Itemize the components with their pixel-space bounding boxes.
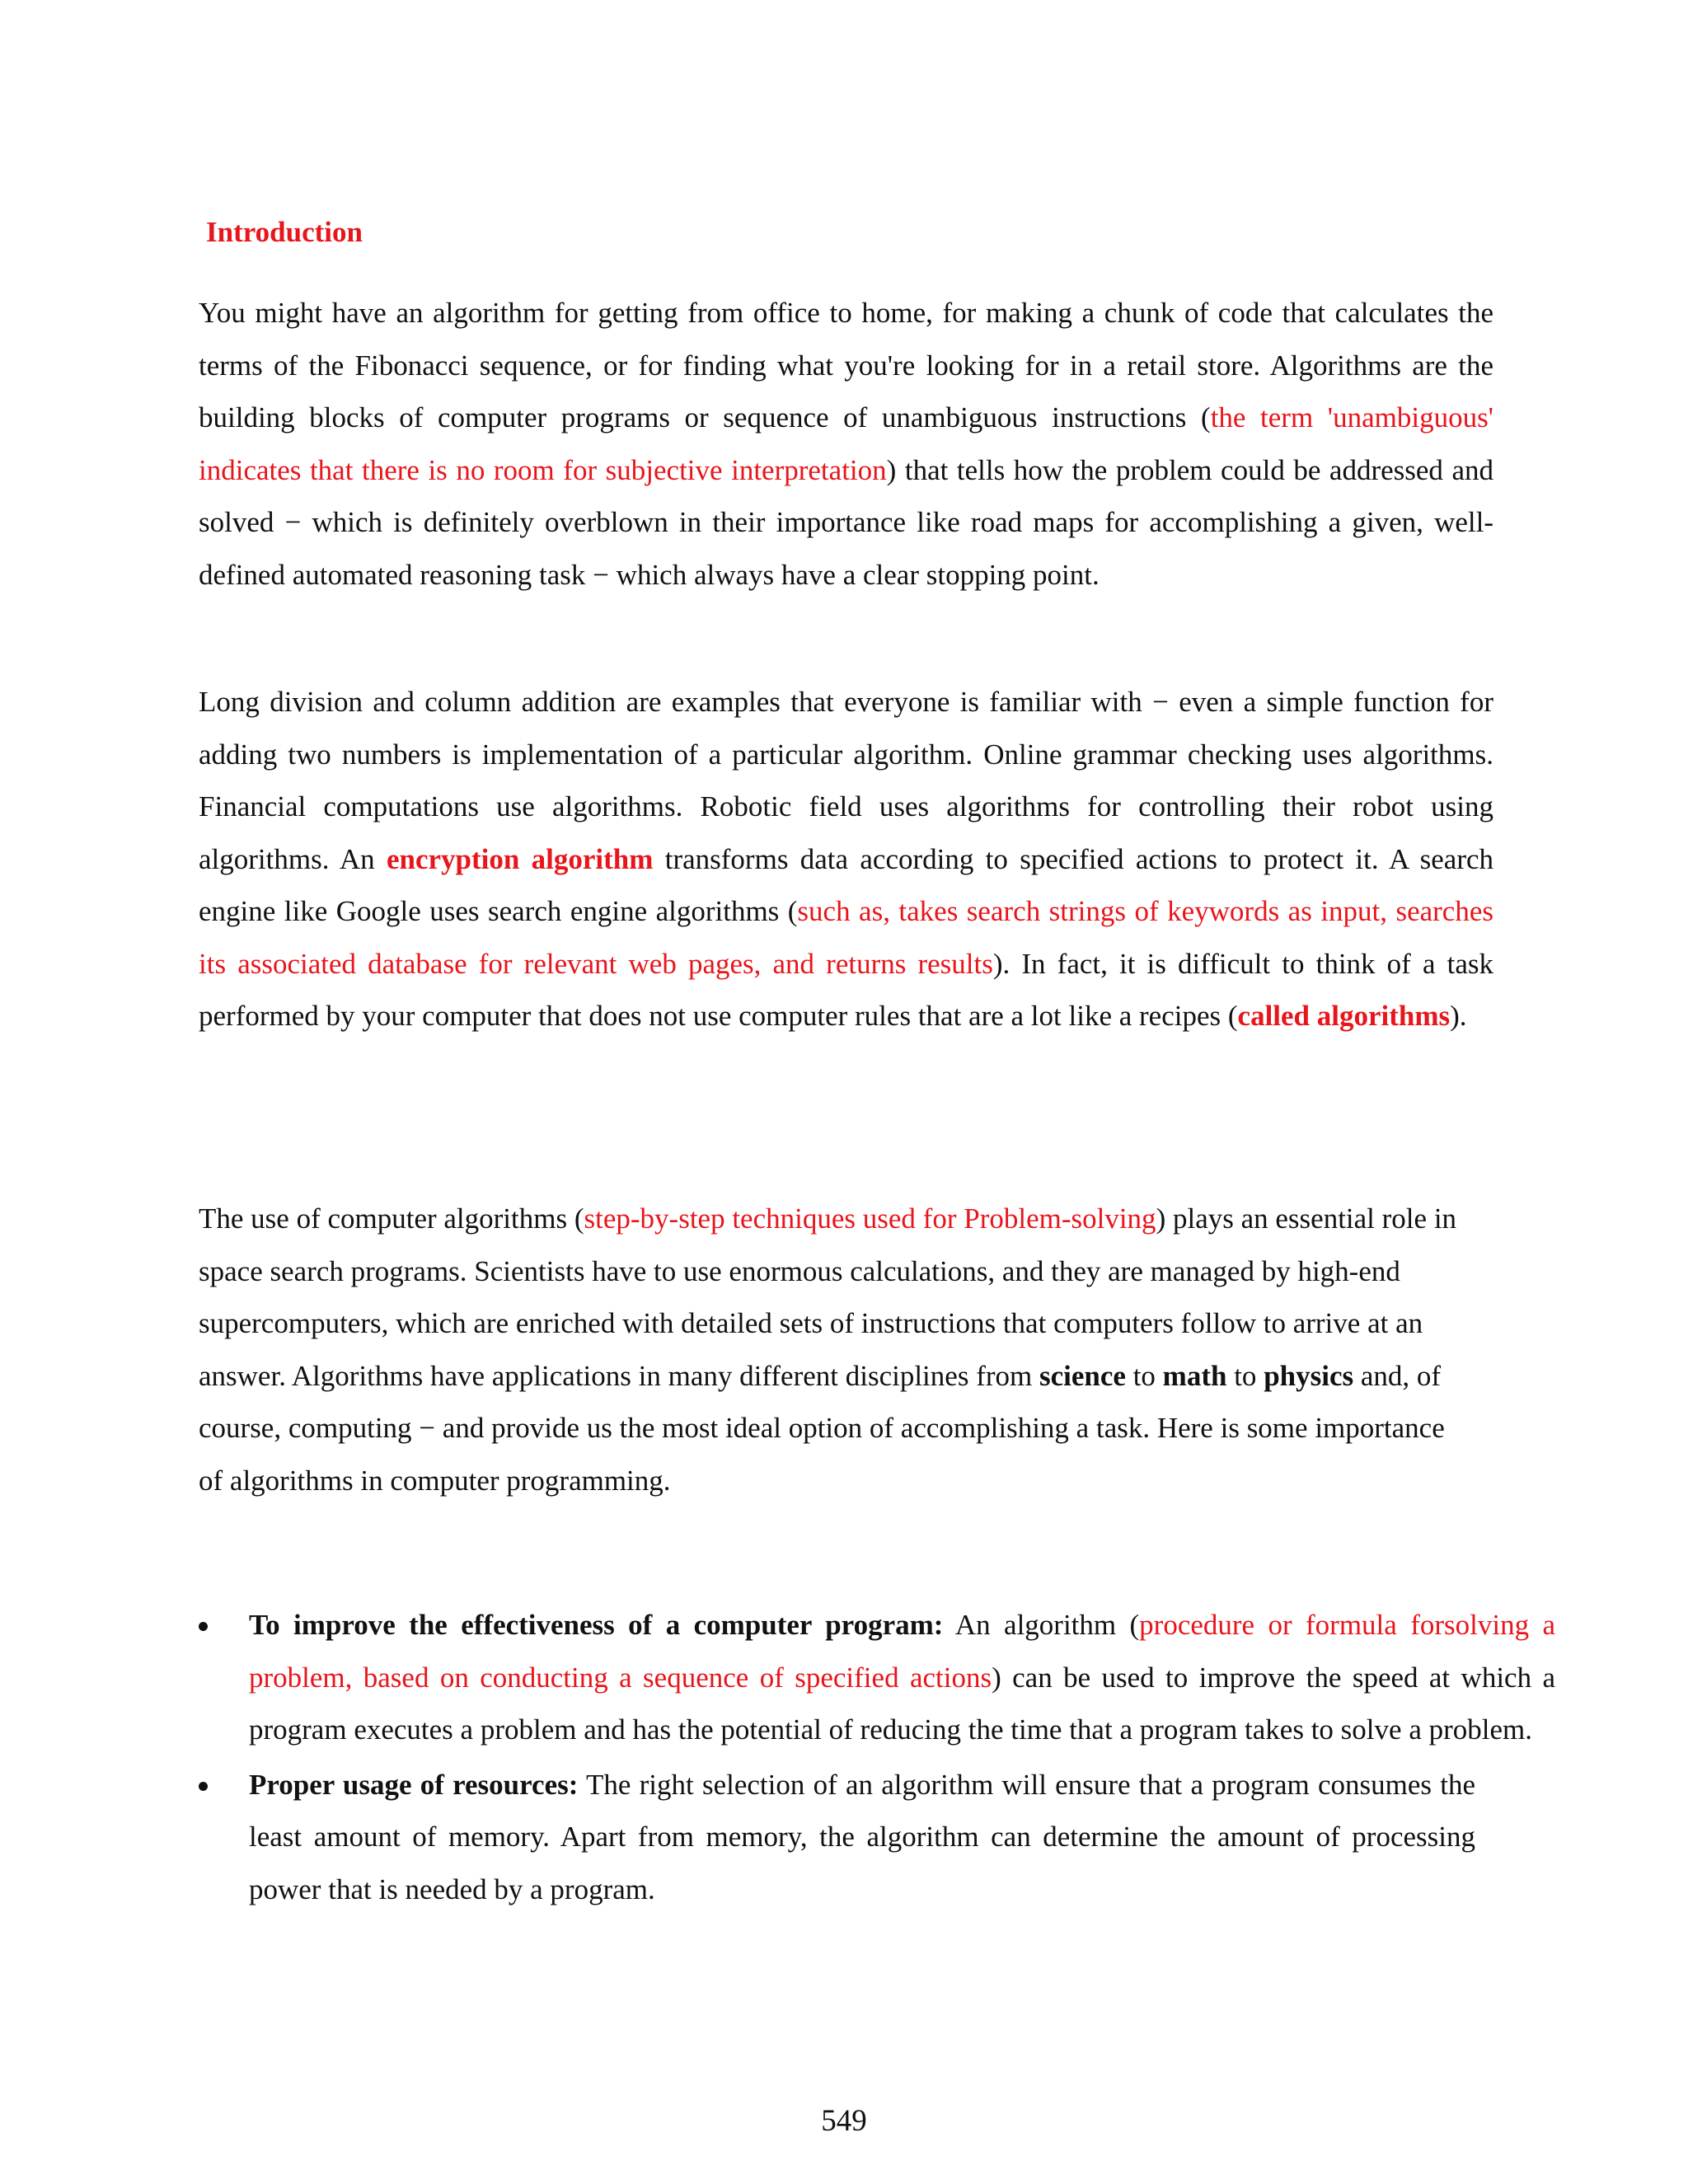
bold-term: science (1039, 1359, 1126, 1392)
highlighted-definition: the term 'unambiguous' indicates that there is no room for subjective interpretation (199, 401, 1493, 486)
highlighted-definition: such as, takes search strings of keywords as input, searches its associated database for relevant web pages, and returns results (199, 895, 1493, 980)
text-run: Long division and column addition are examples that everyone is familiar with − even a simple function for adding two numbers is implementation of a particular algorithm. Online grammar checking uses algorithms. Financial computations use algorithms. Robotic field uses algorithms for controlling their robot using algorithms. An (199, 686, 1493, 875)
highlighted-definition: step-by-step techniques used for Problem-solving (584, 1202, 1156, 1235)
text-run: The right selection of an algorithm will ensure that a program consumes the least amount of memory. Apart from memory, the algorithm can determine the amount of processing power that is needed by a program. (249, 1768, 1476, 1905)
bold-term: physics (1264, 1359, 1354, 1392)
paragraph-applications (199, 1193, 1461, 1507)
highlighted-term: encryption algorithm (386, 842, 654, 875)
bold-term: math (1162, 1359, 1227, 1392)
text-run: An algorithm ( (943, 1609, 1140, 1641)
bullet-title: To improve the effectiveness of a computer program: (249, 1609, 944, 1641)
bullet-dot-icon (199, 1622, 208, 1631)
text-run: to (1226, 1359, 1264, 1392)
list-item (199, 1599, 1555, 1756)
bullet-list (199, 1599, 1555, 1915)
text-run: ). In fact, it is difficult to think of a task performed by your computer that does not use computer rules that are a lot like a recipes ( (199, 947, 1493, 1032)
page-number: 549 (821, 2104, 867, 2138)
text-run: ) can be used to improve the speed at which a program executes a problem and has the potential of reducing the time that a program takes to solve a problem. (249, 1661, 1555, 1746)
text-run: ) plays an essential role in space search programs. Scientists have to use enormous calculations, and they are managed by high-end supercomputers, which are enriched with detailed sets of instructions that computers follow to arrive at an answer. Algorithms have applications in many different disciplines from (199, 1202, 1457, 1392)
text-run: and, of course, computing − and provide us the most ideal option of accomplishing a task. Here is some importance of algorithms in computer programming. (199, 1359, 1445, 1497)
section-heading: Introduction (206, 216, 363, 248)
text-run: transforms data according to specified actions to protect it. A search engine like Google uses search engine algorithms ( (199, 842, 1494, 927)
highlighted-term: called algorithms (1237, 1000, 1451, 1032)
text-run: The use of computer algorithms ( (199, 1202, 584, 1235)
text-run: ) that tells how the problem could be addressed and solved − which is definitely overblown in their importance like road maps for accomplishing a given, well-defined automated reasoning task − which always have a clear stopping point. (199, 453, 1494, 591)
list-item (199, 1759, 1475, 1916)
bullet-dot-icon (199, 1782, 208, 1791)
bullet-title: Proper usage of resources: (249, 1768, 579, 1801)
text-run: You might have an algorithm for getting from office to home, for making a chunk of code that calculates the terms of the Fibonacci sequence, or for finding what you're looking for in a retail store. Algorithms are the building blocks of computer programs or sequence of unambiguous instructions ( (199, 297, 1493, 434)
paragraph-examples (199, 676, 1493, 1043)
highlighted-definition: procedure or formula forsolving a problem, based on conducting a sequence of specified actions (249, 1609, 1555, 1694)
text-run: ). (1450, 1000, 1467, 1032)
paragraph-intro (199, 287, 1493, 601)
text-run: to (1125, 1359, 1163, 1392)
